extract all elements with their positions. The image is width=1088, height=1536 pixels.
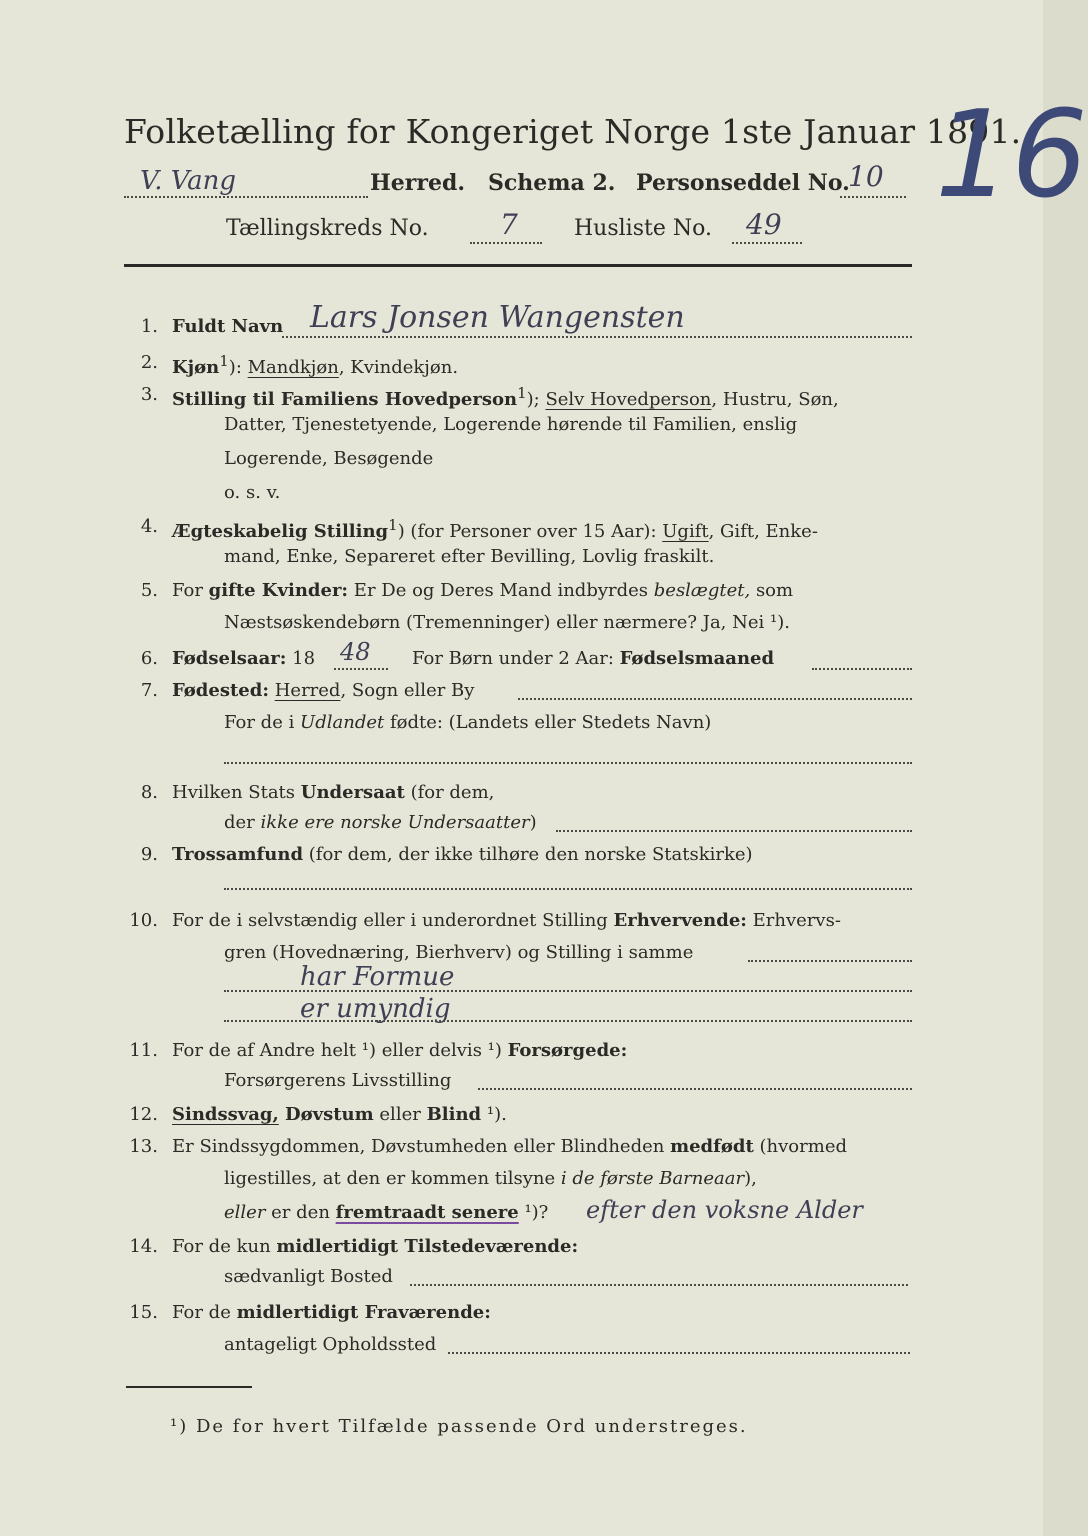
q3-line4: o. s. v. — [224, 482, 281, 503]
q13-line3 — [224, 1202, 548, 1223]
q2-number: 2. — [140, 352, 158, 373]
q4-line2: mand, Enke, Separeret efter Bevilling, Lovlig fraskilt. — [224, 546, 715, 567]
q10-line1 — [172, 910, 841, 931]
q3-number: 3. — [140, 384, 158, 405]
q8-dots — [556, 830, 912, 832]
q7-line2-italic: Udlandet — [300, 712, 385, 733]
personseddel-value: 10 — [848, 160, 884, 193]
q13-line3-pre: er den — [265, 1202, 336, 1223]
q10-answer-1: har Formue — [300, 962, 455, 992]
q13-line2-rest: ), — [744, 1168, 757, 1189]
q8-pre: Hvilken Stats — [172, 782, 301, 803]
q7-number: 7. — [140, 680, 158, 701]
q9-rest: (for dem, der ikke tilhøre den norske Statskirke) — [303, 844, 753, 865]
q4-line1 — [172, 516, 818, 542]
q14-number: 14. — [129, 1236, 158, 1257]
q8-label: Undersaat — [300, 782, 405, 803]
sheet-number-handwritten: 16 — [935, 86, 1088, 225]
kreds-value: 7 — [500, 208, 518, 241]
q2-rest: , Kvindekjøn. — [338, 357, 459, 378]
q12-label2: Blind — [426, 1104, 482, 1125]
q4-pre: ) (for Personer over 15 Aar): — [397, 521, 663, 542]
q11-line2: Forsørgerens Livsstilling — [224, 1070, 452, 1091]
q9-number: 9. — [140, 844, 158, 865]
q2-label: Kjøn — [172, 357, 220, 378]
q6-line-b — [412, 648, 774, 669]
q14-line2: sædvanligt Bosted — [224, 1266, 393, 1287]
q2-selected-option: Mandkjøn — [247, 357, 339, 378]
q1-dots — [282, 336, 912, 338]
q7-dots — [518, 698, 912, 700]
q13-number: 13. — [129, 1136, 158, 1157]
q8-line2 — [224, 812, 537, 833]
q7-label: Fødested: — [172, 680, 269, 701]
q4-number: 4. — [140, 516, 158, 537]
q7-selected-option: Herred — [274, 680, 341, 701]
q7-line1 — [172, 680, 474, 701]
q14-dots — [410, 1284, 908, 1286]
herred-value: V. Vang — [140, 166, 237, 196]
q7-line2-pre: For de i — [224, 712, 301, 733]
form-title: Folketælling for Kongeriget Norge 1ste Januar 1891. — [124, 112, 1022, 151]
q11-number: 11. — [129, 1040, 158, 1061]
q4-rest: , Gift, Enke- — [708, 521, 818, 542]
q1-number: 1. — [140, 316, 158, 337]
herred-label: Herred. — [370, 170, 466, 196]
q6-dots-year — [334, 668, 388, 670]
q12-line — [172, 1104, 507, 1125]
q12-mid: eller — [373, 1104, 427, 1125]
q3-line2: Datter, Tjenestetyende, Logerende hørende til Familien, enslig — [224, 414, 798, 435]
footnote: ¹) De for hvert Tilfælde passende Ord understreges. — [170, 1416, 748, 1437]
q14-pre: For de kun — [172, 1236, 277, 1257]
q7-line2 — [224, 712, 711, 733]
q13-selected-option: fremtraadt senere — [335, 1202, 519, 1223]
q13-line2 — [224, 1168, 757, 1189]
q2-line — [172, 352, 458, 378]
q11-pre: For de af Andre helt ¹) eller delvis ¹) — [172, 1040, 508, 1061]
q2-pre: ): — [228, 357, 248, 378]
footnote-rule — [126, 1386, 252, 1388]
q10-dots-3 — [224, 1020, 912, 1022]
q2-sup: 1 — [219, 352, 229, 370]
q6-prefix: 18 — [286, 648, 316, 669]
q13-line3-italic: eller — [224, 1202, 266, 1223]
q9-dots — [224, 888, 912, 890]
q3-line3: Logerende, Besøgende — [224, 448, 434, 469]
q12-number: 12. — [129, 1104, 158, 1125]
q15-line1 — [172, 1302, 491, 1323]
personseddel-label: Personseddel No. — [636, 170, 850, 196]
q6-answer: 48 — [340, 638, 371, 666]
q9-line — [172, 844, 753, 865]
q8-line1 — [172, 782, 494, 803]
q8-line2-italic: ikke ere norske Undersaatter — [260, 812, 530, 833]
q5-italic: beslægtet, — [653, 580, 751, 601]
q10-label: Erhvervende: — [613, 910, 747, 931]
q6-line — [172, 648, 315, 669]
q14-label: midlertidigt Tilstedeværende: — [276, 1236, 579, 1257]
q15-dots — [448, 1352, 910, 1354]
q11-label: Forsørgede: — [507, 1040, 628, 1061]
q13-line3-rest: ¹)? — [518, 1202, 549, 1223]
q15-line2: antageligt Opholdssted — [224, 1334, 437, 1355]
q4-selected-option: Ugift — [662, 521, 709, 542]
q5-line1 — [172, 580, 793, 601]
q5-label: gifte Kvinder: — [208, 580, 349, 601]
personseddel-dots — [840, 196, 906, 198]
q10-answer-2: er umyndig — [300, 994, 451, 1024]
q6-mid: For Børn under 2 Aar: — [412, 648, 620, 669]
q7-line2-rest: fødte: (Landets eller Stedets Navn) — [384, 712, 712, 733]
q13-rest: (hvormed — [753, 1136, 847, 1157]
q3-rest: , Hustru, Søn, — [711, 389, 839, 410]
q8-line2-pre: der — [224, 812, 261, 833]
q7-dots-2 — [224, 762, 912, 764]
q1-label: Fuldt Navn — [172, 316, 284, 337]
q3-label: Stilling til Familiens Hovedperson — [172, 389, 518, 410]
header-rule — [124, 264, 912, 267]
q11-dots — [478, 1088, 912, 1090]
schema-label: Schema 2. — [488, 170, 616, 196]
q13-line2-pre: ligestilles, at den er kommen tilsyne — [224, 1168, 561, 1189]
q5-pre: For — [172, 580, 209, 601]
herred-dots — [124, 196, 368, 198]
q15-pre: For de — [172, 1302, 237, 1323]
q1-answer: Lars Jonsen Wangensten — [310, 300, 685, 335]
q5-rest: som — [750, 580, 794, 601]
husliste-label: Husliste No. — [574, 216, 712, 241]
q3-pre: ); — [526, 389, 546, 410]
q13-line1 — [172, 1136, 847, 1157]
q8-rest: (for dem, — [404, 782, 495, 803]
husliste-dots — [732, 242, 802, 244]
q10-rest: Erhvervs- — [746, 910, 841, 931]
q10-dots-1 — [748, 960, 912, 962]
q8-number: 8. — [140, 782, 158, 803]
q9-label: Trossamfund — [172, 844, 304, 865]
q6-label2: Fødselsmaaned — [619, 648, 775, 669]
q5-mid: Er De og Deres Mand indbyrdes — [348, 580, 654, 601]
q6-dots-month — [812, 668, 912, 670]
q10-pre: For de i selvstændig eller i underordnet Stilling — [172, 910, 614, 931]
q13-answer: efter den voksne Alder — [586, 1196, 863, 1224]
q13-pre: Er Sindssygdommen, Døvstumheden eller Blindheden — [172, 1136, 671, 1157]
kreds-label: Tællingskreds No. — [226, 216, 429, 241]
q15-number: 15. — [129, 1302, 158, 1323]
q12-rest: ¹). — [481, 1104, 507, 1125]
q5-line2: Næstsøskendebørn (Tremenninger) eller nærmere? Ja, Nei ¹). — [224, 612, 790, 633]
q13-line2-italic: i de første Barneaar — [560, 1168, 745, 1189]
q5-number: 5. — [140, 580, 158, 601]
q10-line2: gren (Hovednæring, Bierhverv) og Stilling i samme — [224, 942, 694, 963]
q14-line1 — [172, 1236, 578, 1257]
q4-sup: 1 — [388, 516, 398, 534]
q11-line1 — [172, 1040, 627, 1061]
husliste-value: 49 — [746, 208, 782, 241]
q15-label: midlertidigt Fraværende: — [236, 1302, 491, 1323]
q10-number: 10. — [129, 910, 158, 931]
q8-line2-rest: ) — [529, 812, 537, 833]
q3-selected-option: Selv Hovedperson — [545, 389, 712, 410]
q12-selected-option: Sindssvag, — [172, 1104, 279, 1125]
q6-label: Fødselsaar: — [172, 648, 287, 669]
q10-dots-2 — [224, 990, 912, 992]
q3-line1 — [172, 384, 839, 410]
q4-label: Ægteskabelig Stilling — [172, 521, 389, 542]
q12-label: Døvstum — [278, 1104, 374, 1125]
q6-number: 6. — [140, 648, 158, 669]
kreds-dots — [470, 242, 542, 244]
q3-sup: 1 — [517, 384, 527, 402]
q13-label: medfødt — [670, 1136, 754, 1157]
q7-rest: , Sogn eller By — [340, 680, 475, 701]
